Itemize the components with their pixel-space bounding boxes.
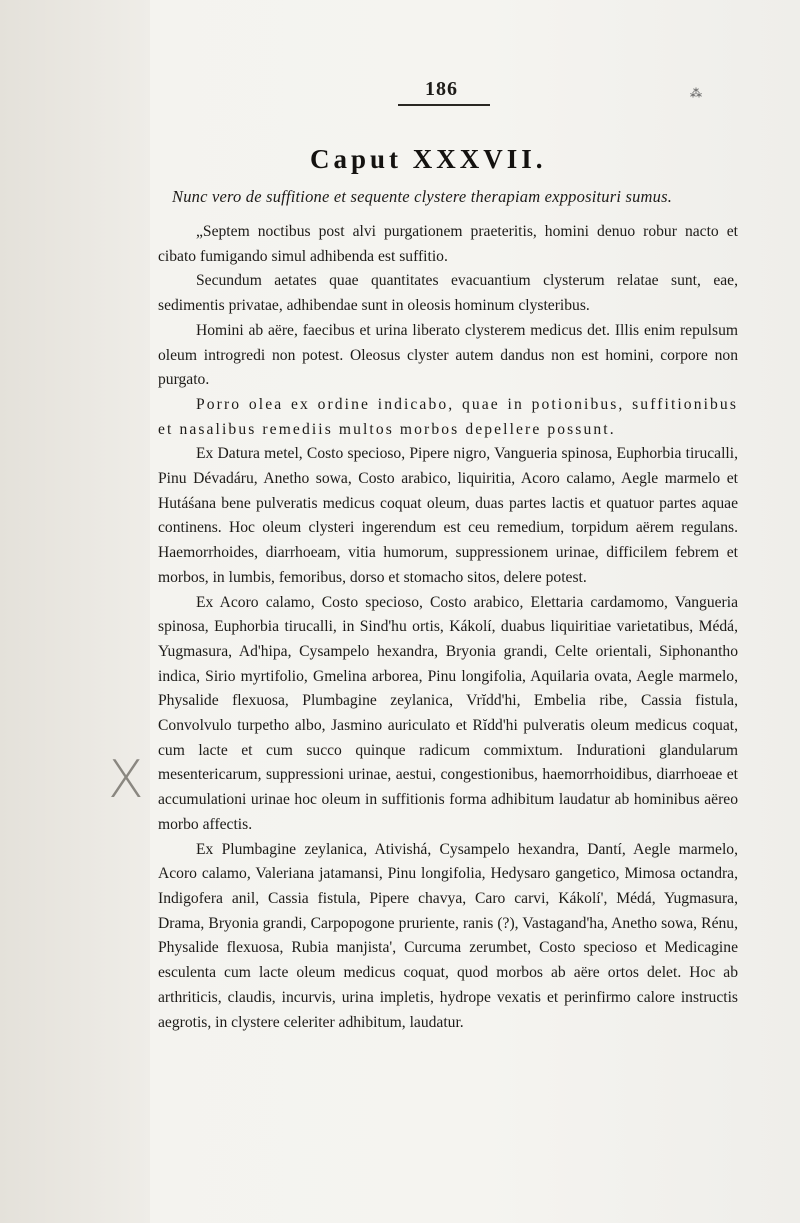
page-number: 186	[425, 78, 458, 100]
paragraph-3: Homini ab aëre, faecibus et urina liberato clysterem medicus det. Illis enim repulsum oleum introgredi non potest. Oleosus clyster autem dandus non est homini, corpore non purgato.	[158, 321, 738, 389]
margin-mark: X	[108, 750, 144, 810]
paragraph-2: Secundum aetates quae quantitates evacuantium clysterum relatae sunt, eae, sedimentis privatae, adhibendae sunt in oleosis hominum clysteribus.	[158, 272, 738, 315]
paragraph-4: Porro olea ex ordine indicabo, quae in potionibus, suffitionibus et nasalibus remediis multos morbos depellere possunt.	[158, 395, 738, 438]
chapter-intro: Nunc vero de suffitione et sequente clystere therapiam expposituri sumus.	[172, 187, 673, 206]
paragraph-5: Ex Datura metel, Costo specioso, Pipere nigro, Vangueria spinosa, Euphorbia tirucalli, Pinu Dévadáru, Anetho sowa, Costo arabico, liquiritia, Acoro calamo, Aegle marmelo et Hutáśana bene pulveratis medicus coquat oleum, duas partes lactis et quatuor partes aquae continens. Hoc oleum clysteri ingerendum est ceu remedium, torpidum aërem regulans. Haemorrhoides, diarrhoeam, vitia humorum, suppressionem urinae, difficilem febrem et morbos, in lumbis, femoribus, dorso et stomacho sitos, delere potest.	[158, 445, 738, 586]
paragraph-7: Ex Plumbagine zeylanica, Ativishá, Cysampelo hexandra, Dantí, Aegle marmelo, Acoro calamo, Valeriana jatamansi, Pinu longifolia, Hedysaro gangetico, Mimosa octandra, Indigofera anil, Cassia fistula, Pipere chavya, Caro carvi, Kákolí', Médá, Yugmasura, Drama, Bryonia grandi, Carpopogone pruriente, ranis (?), Vastagand'ha, Anetho sowa, Rénu, Physalide flexuosa, Rubia manjista', Curcuma zerumbet, Costo specioso et Medicagine esculenta cum lacte oleum medicus coquat, quod morbos ab aëre ortos delet. Hoc ab arthriticis, claudis, incurvis, urina impletis, hydrope vexatis et perinfirmo calore instructis aegrotis, in clystere celeriter adhibitum, laudatur.	[158, 840, 738, 1031]
ink-speck-icon: ⁂	[690, 86, 702, 100]
body-text	[158, 220, 738, 1035]
paragraph-6: Ex Acoro calamo, Costo specioso, Costo arabico, Elettaria cardamomo, Vangueria spinosa, Euphorbia tirucalli, in Sind'hu ortis, Kákolí, duabus liquiritiae varietatibus, Médá, Yugmasura, Ad'hipa, Cysampelo hexandra, Bryonia grandi, Celte orientali, Siphonantho indica, Sirio myrtifolio, Gmelina arborea, Pinu longifolia, Aquilaria ovata, Aegle marmelo, Physalide flexuosa, Plumbagine zeylanica, Vrĭdd'hi, Embelia ribe, Cassia fistula, Convolvulo turpetho albo, Jasmino auriculato et Rĭdd'hi pulveratis oleum medicus coquat, cum lacte et cum succo quinque radicum commixtum. Indurationi glandularum mesentericarum, suppressioni urinae, aestui, congestionibus, haemorrhoidibus, diarrhoeae et accumulationi urinae hoc oleum in suffitionis forma adhibitum laudatur ab hominibus aëreo morbo affectis.	[158, 593, 738, 833]
page-number-rule	[398, 104, 490, 106]
chapter-title: Caput XXXVII.	[310, 144, 547, 174]
page-gutter	[0, 0, 150, 1223]
paragraph-1: „Septem noctibus post alvi purgationem praeteritis, homini denuo robur nacto et cibato fumigando simul adhibenda est suffitio.	[158, 223, 738, 265]
